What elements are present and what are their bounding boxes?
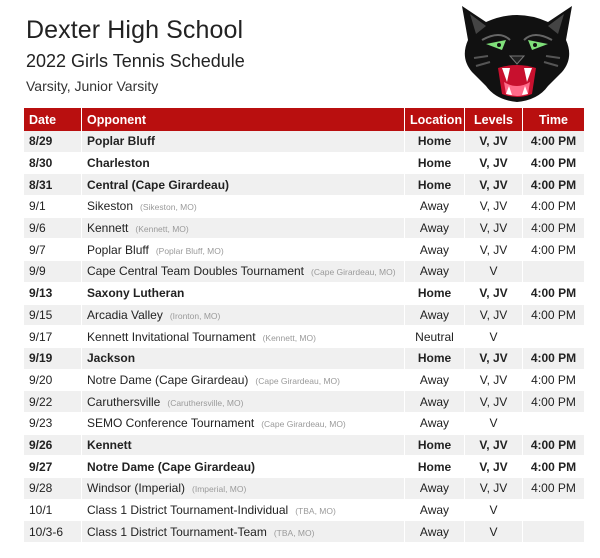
- cell-date: [24, 239, 82, 261]
- cell-location: [405, 500, 465, 522]
- cell-date-text: 8/29: [29, 134, 53, 149]
- cell-location: [405, 174, 465, 196]
- table-row: [24, 478, 584, 500]
- cell-time: [523, 478, 584, 500]
- opponent-city: (Kennett, MO): [135, 224, 189, 235]
- opponent-city: (TBA, MO): [295, 506, 336, 517]
- cell-opponent: [82, 218, 405, 240]
- cell-date: [24, 478, 82, 500]
- column-header-date: Date: [24, 108, 82, 131]
- cell-time-text: 4:00 PM: [530, 156, 577, 171]
- cell-location-text: Away: [419, 242, 450, 257]
- schedule-table: [24, 108, 584, 543]
- cell-opponent: [82, 283, 405, 305]
- cell-date: [24, 283, 82, 305]
- cell-location: [405, 196, 465, 218]
- cell-location: [405, 435, 465, 457]
- cell-levels: [465, 239, 523, 261]
- cell-location: [405, 521, 465, 543]
- cell-levels-text: V, JV: [479, 351, 508, 366]
- table-row: [24, 239, 584, 261]
- opponent-city: (Cape Girardeau, MO): [255, 375, 340, 386]
- cell-time: [523, 283, 584, 305]
- cell-date: [24, 174, 82, 196]
- cell-date: [24, 391, 82, 413]
- cell-levels-text: V: [489, 503, 498, 518]
- cell-levels: [465, 413, 523, 435]
- cell-location-text: Away: [419, 199, 450, 214]
- cell-levels-text: V: [489, 264, 498, 279]
- cell-date: [24, 435, 82, 457]
- cell-opponent: [82, 435, 405, 457]
- cell-location-text: Home: [417, 286, 452, 301]
- cell-levels-text: V, JV: [479, 286, 508, 301]
- cell-levels-text: V: [489, 329, 498, 344]
- cell-time-text: 4:00 PM: [531, 481, 576, 496]
- cell-opponent: [82, 305, 405, 327]
- cell-time: [523, 153, 584, 175]
- cell-levels: [465, 153, 523, 175]
- cell-date-text: 9/15: [29, 307, 53, 322]
- cell-date-text: 9/20: [29, 372, 53, 387]
- cell-time-text: 4:00 PM: [530, 351, 577, 366]
- cell-date-text: 9/19: [29, 351, 53, 366]
- cell-location-text: Away: [419, 394, 450, 409]
- column-header-location: Location: [405, 108, 465, 131]
- cell-location-text: Home: [417, 437, 452, 452]
- cell-opponent: [82, 348, 405, 370]
- cell-levels-text: V: [489, 416, 498, 431]
- cell-date-text: 10/3-6: [29, 524, 64, 539]
- schedule-title: 2022 Girls Tennis Schedule: [26, 51, 245, 71]
- cell-location: [405, 305, 465, 327]
- cell-time: [523, 521, 584, 543]
- cell-levels-text: V, JV: [479, 437, 508, 452]
- table-row: [24, 370, 584, 392]
- cell-time: [523, 456, 584, 478]
- cell-date: [24, 456, 82, 478]
- cell-levels-text: V, JV: [479, 242, 508, 257]
- cell-levels-text: V, JV: [479, 394, 508, 409]
- cell-location-text: Home: [417, 156, 452, 171]
- cell-opponent: [82, 326, 405, 348]
- cell-location-text: Home: [417, 351, 452, 366]
- cell-time: [523, 196, 584, 218]
- cell-opponent-text: Caruthersville: [87, 394, 161, 409]
- cell-date: [24, 370, 82, 392]
- cell-opponent: [82, 500, 405, 522]
- table-row: [24, 391, 584, 413]
- cell-location: [405, 261, 465, 283]
- cell-levels: [465, 131, 523, 153]
- cell-time: [523, 435, 584, 457]
- cell-levels: [465, 521, 523, 543]
- cell-location: [405, 218, 465, 240]
- cell-location: [405, 348, 465, 370]
- cell-time: [523, 413, 584, 435]
- cell-opponent-text: Saxony Lutheran: [87, 286, 185, 301]
- panther-mascot-icon: [452, 0, 582, 104]
- cell-levels: [465, 174, 523, 196]
- cell-levels-text: V, JV: [479, 221, 508, 236]
- column-header-opponent: Opponent: [82, 108, 405, 131]
- opponent-city: (Imperial, MO): [192, 484, 247, 495]
- cell-opponent: [82, 196, 405, 218]
- cell-opponent: [82, 521, 405, 543]
- cell-levels-text: V, JV: [479, 134, 508, 149]
- cell-opponent-text: Poplar Bluff: [87, 242, 149, 257]
- table-row: [24, 196, 584, 218]
- cell-location-text: Away: [419, 372, 450, 387]
- cell-levels: [465, 370, 523, 392]
- cell-location-text: Home: [417, 177, 452, 192]
- cell-opponent-text: Kennett: [87, 437, 132, 452]
- cell-levels-text: V, JV: [479, 199, 508, 214]
- cell-date-text: 8/31: [29, 177, 53, 192]
- cell-time-text: 4:00 PM: [530, 134, 577, 149]
- table-row: [24, 174, 584, 196]
- cell-time: [523, 131, 584, 153]
- cell-date: [24, 305, 82, 327]
- cell-opponent: [82, 391, 405, 413]
- cell-time: [523, 305, 584, 327]
- cell-opponent-text: Notre Dame (Cape Girardeau): [87, 459, 256, 474]
- cell-levels-text: V, JV: [479, 481, 508, 496]
- column-header-time: Time: [523, 108, 584, 131]
- cell-time-text: 4:00 PM: [530, 177, 577, 192]
- cell-time-text: 4:00 PM: [531, 394, 576, 409]
- cell-date: [24, 196, 82, 218]
- cell-date: [24, 348, 82, 370]
- cell-opponent: [82, 456, 405, 478]
- cell-opponent: [82, 413, 405, 435]
- cell-location-text: Home: [417, 134, 452, 149]
- cell-date-text: 9/13: [29, 286, 53, 301]
- cell-location-text: Away: [419, 221, 450, 236]
- schedule-body: [24, 131, 584, 543]
- cell-time: [523, 239, 584, 261]
- cell-opponent-text: Poplar Bluff: [87, 134, 155, 149]
- cell-date-text: 9/28: [29, 481, 53, 496]
- cell-levels: [465, 218, 523, 240]
- cell-opponent-text: Cape Central Team Doubles Tournament: [87, 264, 305, 279]
- cell-levels-text: V, JV: [479, 459, 508, 474]
- cell-location: [405, 283, 465, 305]
- cell-opponent: [82, 131, 405, 153]
- cell-time: [523, 370, 584, 392]
- cell-time-text: 4:00 PM: [531, 372, 576, 387]
- cell-levels: [465, 261, 523, 283]
- cell-levels: [465, 391, 523, 413]
- cell-time-text: 4:00 PM: [531, 221, 576, 236]
- cell-opponent-text: Class 1 District Tournament-Individual: [87, 503, 289, 518]
- cell-location-text: Away: [419, 416, 450, 431]
- table-row: [24, 456, 584, 478]
- cell-location: [405, 456, 465, 478]
- cell-date: [24, 131, 82, 153]
- cell-levels-text: V, JV: [479, 177, 508, 192]
- cell-date-text: 9/22: [29, 394, 53, 409]
- cell-date-text: 9/17: [29, 329, 53, 344]
- cell-time: [523, 174, 584, 196]
- cell-location-text: Away: [419, 481, 450, 496]
- cell-time: [523, 261, 584, 283]
- cell-levels-text: V, JV: [479, 307, 508, 322]
- cell-opponent: [82, 239, 405, 261]
- cell-opponent-text: Arcadia Valley: [87, 307, 163, 322]
- cell-levels: [465, 456, 523, 478]
- cell-opponent: [82, 174, 405, 196]
- cell-location: [405, 478, 465, 500]
- table-row: [24, 131, 584, 153]
- table-row: [24, 261, 584, 283]
- cell-opponent-text: Jackson: [87, 351, 136, 366]
- cell-date-text: 9/6: [29, 221, 46, 236]
- opponent-city: (Sikeston, MO): [140, 202, 197, 213]
- cell-opponent: [82, 478, 405, 500]
- cell-opponent: [82, 153, 405, 175]
- table-row: [24, 218, 584, 240]
- cell-date-text: 9/9: [29, 264, 46, 279]
- cell-location: [405, 239, 465, 261]
- cell-location-text: Away: [419, 524, 450, 539]
- cell-location: [405, 153, 465, 175]
- cell-location-text: Neutral: [415, 329, 454, 344]
- cell-date-text: 9/7: [29, 242, 46, 257]
- cell-time-text: 4:00 PM: [531, 199, 576, 214]
- cell-location: [405, 391, 465, 413]
- table-row: [24, 153, 584, 175]
- opponent-city: (Kennett, MO): [262, 332, 316, 343]
- cell-opponent-text: Kennett: [87, 221, 129, 236]
- levels-subtitle: Varsity, Junior Varsity: [26, 78, 159, 94]
- cell-time-text: 4:00 PM: [530, 437, 577, 452]
- cell-date: [24, 413, 82, 435]
- cell-date-text: 8/30: [29, 156, 53, 171]
- cell-date-text: 9/26: [29, 437, 53, 452]
- cell-opponent: [82, 261, 405, 283]
- cell-time-text: 4:00 PM: [530, 459, 577, 474]
- table-header-row: [24, 108, 584, 131]
- cell-date: [24, 218, 82, 240]
- cell-levels: [465, 305, 523, 327]
- table-row: [24, 305, 584, 327]
- opponent-city: (Ironton, MO): [169, 310, 221, 321]
- cell-location-text: Away: [419, 503, 450, 518]
- cell-opponent: [82, 370, 405, 392]
- table-row: [24, 348, 584, 370]
- cell-date-text: 10/1: [29, 503, 53, 518]
- opponent-city: (TBA, MO): [273, 527, 315, 538]
- cell-levels: [465, 283, 523, 305]
- cell-time: [523, 218, 584, 240]
- cell-opponent-text: Windsor (Imperial): [87, 481, 186, 496]
- opponent-city: (Cape Girardeau, MO): [261, 419, 346, 430]
- opponent-city: (Cape Girardeau, MO): [311, 267, 396, 278]
- cell-levels-text: V: [489, 524, 498, 539]
- cell-levels: [465, 326, 523, 348]
- cell-location: [405, 326, 465, 348]
- cell-levels: [465, 196, 523, 218]
- cell-date: [24, 261, 82, 283]
- cell-location: [405, 413, 465, 435]
- table-row: [24, 326, 584, 348]
- table-row: [24, 283, 584, 305]
- column-header-levels: Levels: [465, 108, 523, 131]
- cell-opponent-text: SEMO Conference Tournament: [87, 416, 255, 431]
- table-row: [24, 413, 584, 435]
- cell-location-text: Home: [417, 459, 452, 474]
- cell-opponent-text: Notre Dame (Cape Girardeau): [87, 372, 249, 387]
- cell-date: [24, 326, 82, 348]
- table-row: [24, 521, 584, 543]
- cell-date-text: 9/27: [29, 459, 53, 474]
- cell-levels: [465, 478, 523, 500]
- cell-opponent-text: Charleston: [87, 156, 150, 171]
- cell-levels-text: V, JV: [479, 372, 508, 387]
- cell-levels: [465, 435, 523, 457]
- opponent-city: (Poplar Bluff, MO): [155, 245, 224, 256]
- cell-levels: [465, 348, 523, 370]
- cell-opponent-text: Class 1 District Tournament-Team: [87, 524, 267, 539]
- cell-time-text: 4:00 PM: [531, 242, 576, 257]
- cell-date-text: 9/1: [29, 199, 46, 214]
- cell-opponent-text: Kennett Invitational Tournament: [87, 329, 256, 344]
- cell-location-text: Away: [419, 307, 450, 322]
- cell-location-text: Away: [419, 264, 450, 279]
- opponent-city: (Caruthersville, MO): [167, 397, 244, 408]
- cell-time: [523, 348, 584, 370]
- cell-date: [24, 153, 82, 175]
- cell-opponent-text: Sikeston: [87, 199, 134, 214]
- cell-date: [24, 521, 82, 543]
- cell-date: [24, 500, 82, 522]
- school-name: Dexter High School: [26, 16, 244, 44]
- cell-time: [523, 500, 584, 522]
- cell-location: [405, 370, 465, 392]
- cell-date-text: 9/23: [29, 416, 53, 431]
- page-header: [26, 14, 446, 96]
- cell-opponent-text: Central (Cape Girardeau): [87, 177, 230, 192]
- cell-time-text: 4:00 PM: [531, 307, 576, 322]
- cell-levels: [465, 500, 523, 522]
- table-row: [24, 435, 584, 457]
- cell-time: [523, 326, 584, 348]
- cell-time: [523, 391, 584, 413]
- cell-location: [405, 131, 465, 153]
- table-row: [24, 500, 584, 522]
- cell-levels-text: V, JV: [479, 156, 508, 171]
- cell-time-text: 4:00 PM: [530, 286, 577, 301]
